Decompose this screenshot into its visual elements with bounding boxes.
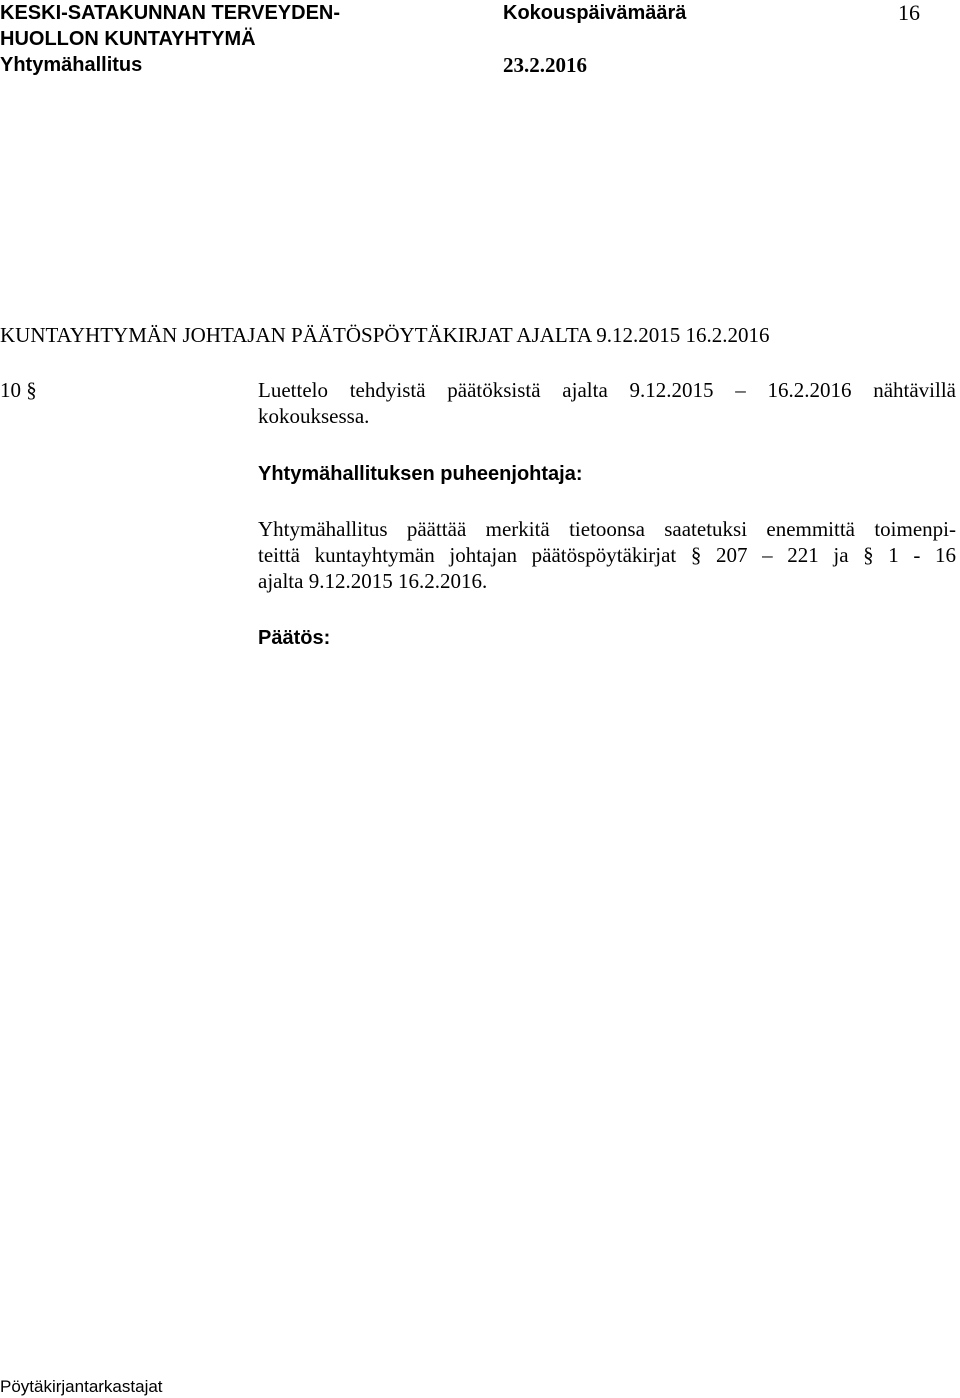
board-name: Yhtymähallitus [0, 54, 143, 76]
meeting-date: 23.2.2016 [503, 53, 587, 77]
organization-name-line1: KESKI-SATAKUNNAN TERVEYDEN- [0, 2, 341, 24]
decision-heading: Päätös: [258, 627, 331, 649]
proposal-text-line3: ajalta 9.12.2015 16.2.2016. [258, 569, 488, 593]
proposal-heading: Yhtymähallituksen puheenjohtaja: [258, 463, 583, 485]
section-description-line1: Luettelo tehdyistä päätöksistä ajalta 9.12.2015 – 16.2.2016 nähtävillä [258, 378, 956, 402]
proposal-text [258, 516, 956, 594]
section-number: 10 § [0, 378, 37, 402]
section-description [258, 377, 956, 429]
document-title: KUNTAYHTYMÄN JOHTAJAN PÄÄTÖSPÖYTÄKIRJAT AJALTA 9.12.2015 16.2.2016 [0, 323, 770, 347]
proposal-text-line2: teittä kuntayhtymän johtajan päätöspöytäkirjat § 207 – 221 ja § 1 - 16 [258, 543, 956, 567]
footer-label: Pöytäkirjantarkastajat [0, 1377, 163, 1396]
organization-name-line2: HUOLLON KUNTAYHTYMÄ [0, 28, 256, 50]
page-number: 16 [898, 0, 920, 25]
meeting-date-label: Kokouspäivämäärä [503, 2, 687, 24]
section-description-line2: kokouksessa. [258, 404, 370, 428]
proposal-text-line1: Yhtymähallitus päättää merkitä tietoonsa saatetuksi enemmittä toimenpi- [258, 517, 956, 541]
